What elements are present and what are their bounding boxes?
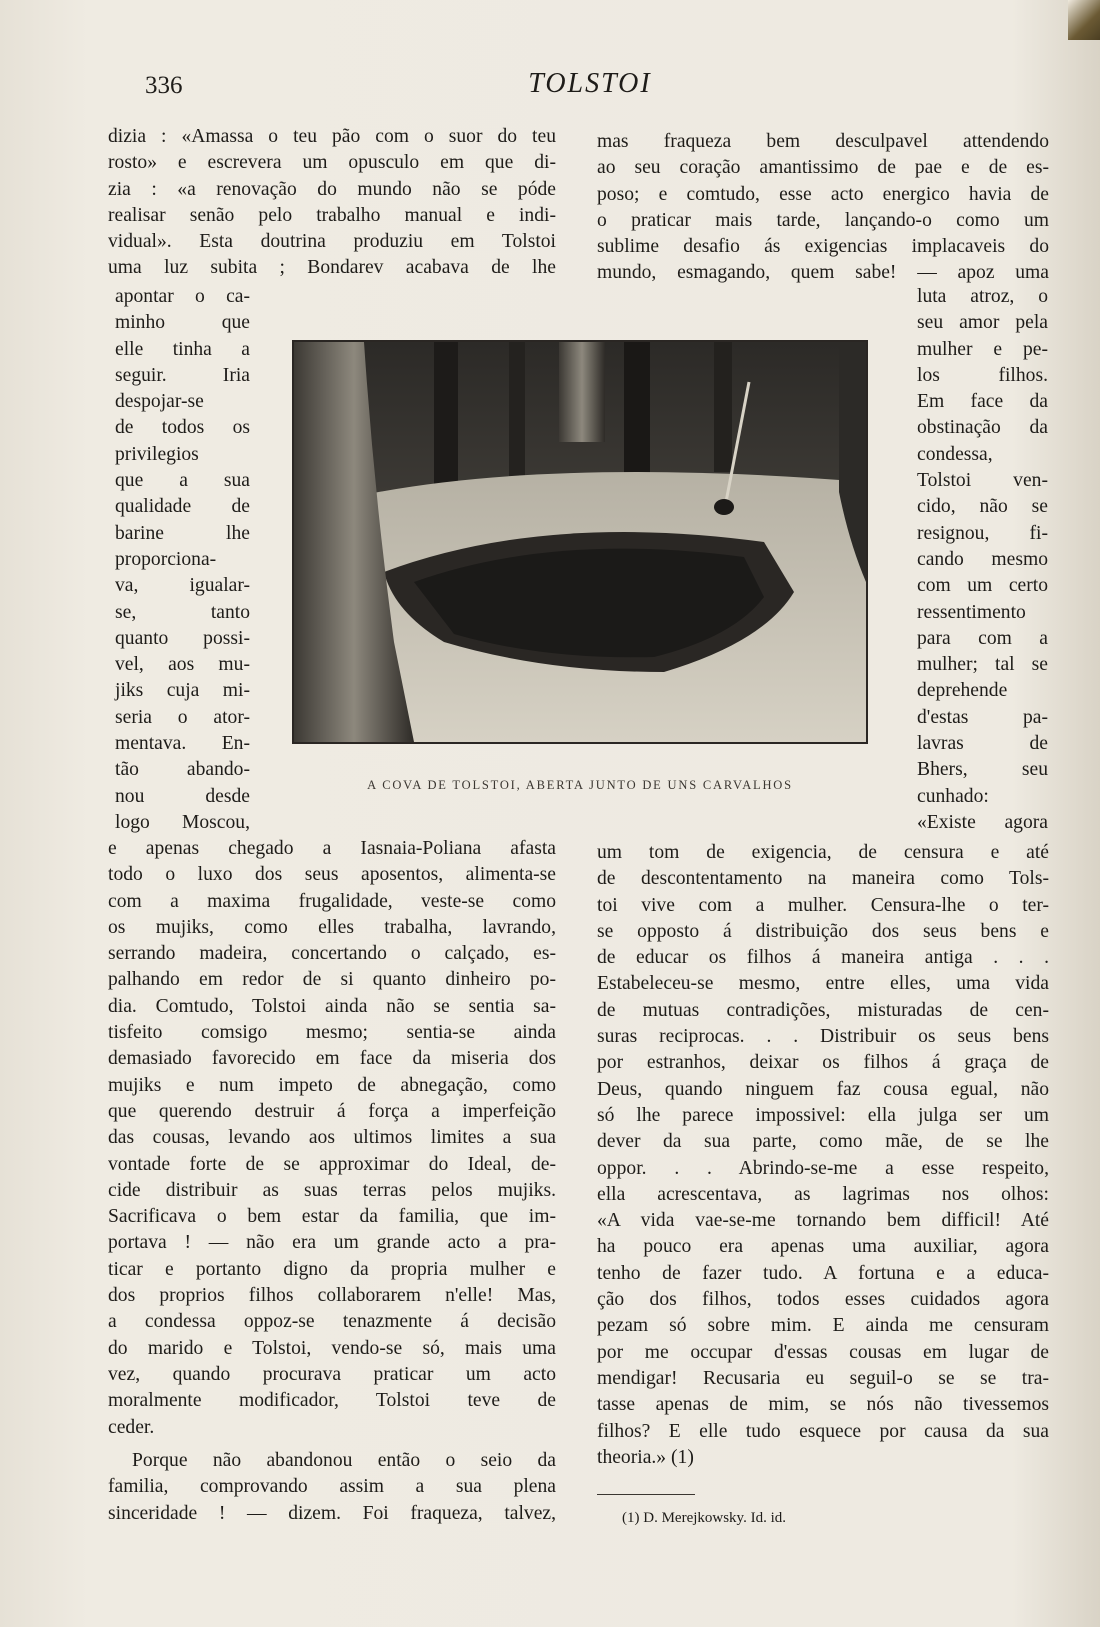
text-line: va, igualar- <box>115 575 250 597</box>
text-line: ceder. <box>108 1416 155 1438</box>
text-line: portava ! — não era um grande acto a pra- <box>108 1232 556 1254</box>
text-line: realisar senão pelo trabalho manual e indi- <box>108 204 556 226</box>
text-line: sublime desafio ás exigencias implacaveis do <box>597 236 1049 258</box>
text-line: todo o luxo dos seus aposentos, alimenta-se <box>108 864 556 886</box>
text-line: Estabeleceu-se mesmo, entre elles, uma vida <box>597 973 1049 995</box>
right-column-bottom <box>597 840 1049 1471</box>
text-line: apontar o ca- <box>115 286 250 307</box>
text-line: mas fraqueza bem desculpavel attendendo <box>597 131 1049 152</box>
text-line: proporciona- <box>115 548 217 570</box>
text-line: dizia : «Amassa o teu pão com o suor do teu <box>108 126 556 147</box>
text-line: vel, aos mu- <box>115 654 250 676</box>
text-line: seria o ator- <box>115 706 250 728</box>
text-line: despojar-se <box>115 391 204 413</box>
text-line: a condessa oppoz-se tenazmente á decisão <box>108 1311 556 1333</box>
text-line: ella acrescentava, as lagrimas nos olhos: <box>597 1183 1049 1205</box>
text-line: luta atroz, o <box>917 286 1048 307</box>
text-line: Sacrificava o bem estar da familia, que im- <box>108 1206 556 1228</box>
text-line: lavras de <box>917 733 1048 755</box>
text-line: vez, quando procurava praticar um acto <box>108 1363 556 1385</box>
right-column-narrow <box>917 284 1048 836</box>
right-column-top <box>597 129 1049 287</box>
text-line: privilegios <box>115 443 199 465</box>
text-line: tão abando- <box>115 759 250 781</box>
text-line: que a sua <box>115 470 250 492</box>
text-line: ressentimento <box>917 601 1026 623</box>
text-line: e apenas chegado a Iasnaia-Poliana afasta <box>108 838 556 859</box>
text-line: se, tanto <box>115 601 250 623</box>
text-line: quanto possi- <box>115 627 250 649</box>
text-line: logo Moscou, <box>115 811 250 833</box>
text-line: de mutuas contradições, misturadas de cen- <box>597 999 1049 1021</box>
text-line: cide distribuir as suas terras pelos mujiks. <box>108 1179 556 1201</box>
text-line: o praticar mais tarde, lançando-o como um <box>597 209 1049 231</box>
text-line: Tolstoi ven- <box>917 470 1048 492</box>
text-line: mujiks e num impeto de abnegação, como <box>108 1074 556 1096</box>
text-line: filhos? E elle tudo esquece por causa da sua <box>597 1420 1049 1442</box>
text-line: demasiado favorecido em face da miseria dos <box>108 1048 556 1070</box>
text-line: só lhe parece impossivel: ella julga ser um <box>597 1104 1049 1126</box>
left-column-narrow <box>115 284 250 836</box>
text-line: com a maxima frugalidade, veste-se como <box>108 890 556 912</box>
text-line: palhando em redor de si quanto dinheiro po- <box>108 969 556 991</box>
text-line: minho que <box>115 312 250 334</box>
text-line: rosto» e escrevera um opusculo em que di- <box>108 152 556 174</box>
text-line: com um certo <box>917 575 1048 597</box>
photograph-grave <box>292 340 868 744</box>
text-line: jiks cuja mi- <box>115 680 250 702</box>
text-line: zia : «a renovação do mundo não se póde <box>108 178 556 200</box>
text-line: familia, comprovando assim a sua plena <box>108 1476 556 1498</box>
text-line: um tom de exigencia, de censura e até <box>597 842 1049 863</box>
left-column-bottom <box>108 836 556 1441</box>
text-line: seu amor pela <box>917 312 1048 334</box>
text-line: tenho de fazer tudo. A fortuna e a educa- <box>597 1262 1049 1284</box>
text-line: seguir. Iria <box>115 364 250 386</box>
text-line: toi vive com a mulher. Censura-lhe o ter- <box>597 894 1049 916</box>
text-line: mulher e pe- <box>917 338 1048 360</box>
grave-photo-illustration <box>294 342 866 742</box>
text-line: cido, não se <box>917 496 1048 518</box>
text-line: vontade forte de se approximar do Ideal, de- <box>108 1153 556 1175</box>
text-line: de todos os <box>115 417 250 439</box>
text-line: «A vida vae-se-me tornando bem difficil! Até <box>597 1210 1049 1232</box>
text-line: dia. Comtudo, Tolstoi ainda não se sentia sa- <box>108 995 556 1017</box>
text-line: serrando madeira, concertando o calçado, es- <box>108 943 556 965</box>
text-line: sinceridade ! — dizem. Foi fraqueza, talvez, <box>108 1502 556 1524</box>
text-line: ao seu coração amantissimo de pae e de es- <box>597 157 1049 179</box>
text-line: mulher; tal se <box>917 654 1048 676</box>
text-line: mentava. En- <box>115 733 250 755</box>
text-line: ção dos filhos, todos esses cuidados agora <box>597 1289 1049 1311</box>
page-number: 336 <box>145 72 183 99</box>
text-line: vidual». Esta doutrina produziu em Tolstoi <box>108 231 556 253</box>
text-line: tisfeito comsigo mesmo; sentia-se ainda <box>108 1022 556 1044</box>
text-line: suras reciprocas. . . Distribuir os seus bens <box>597 1026 1049 1048</box>
text-line: dos proprios filhos collaborarem n'elle! Mas, <box>108 1285 556 1307</box>
text-line: uma luz subita ; Bondarev acabava de lhe <box>108 257 556 279</box>
text-line: tasse apenas de mim, se nós não tivessemos <box>597 1394 1049 1416</box>
footnote: (1) D. Merejkowsky. Id. id. <box>622 1510 786 1526</box>
text-line: ticar e portanto digno da propria mulher e <box>108 1258 556 1280</box>
text-line: condessa, <box>917 443 993 465</box>
text-line: das cousas, levando aos ultimos limites a sua <box>108 1127 556 1149</box>
text-line: obstinação da <box>917 417 1048 439</box>
text-line: para com a <box>917 627 1048 649</box>
text-line: Porque não abandonou então o seio da <box>132 1450 556 1471</box>
text-line: elle tinha a <box>115 338 250 360</box>
page-corner <box>1068 0 1100 40</box>
text-line: dever da sua parte, como mãe, de se lhe <box>597 1131 1049 1153</box>
text-line: por estranhos, deixar os filhos á graça de <box>597 1052 1049 1074</box>
text-line: moralmente modificador, Tolstoi teve de <box>108 1390 556 1412</box>
text-line: ha pouco era apenas uma auxiliar, agora <box>597 1236 1049 1258</box>
text-line: de descontentamento na maneira como Tols- <box>597 868 1049 890</box>
left-column-top <box>108 124 556 282</box>
text-line: de educar os filhos á maneira antiga . . . <box>597 947 1049 969</box>
text-line: d'estas pa- <box>917 706 1048 728</box>
text-line: deprehende <box>917 680 1008 702</box>
text-line: oppor. . . Abrindo-se-me a esse respeito, <box>597 1157 1049 1179</box>
text-line: nou desde <box>115 785 250 807</box>
text-line: Em face da <box>917 391 1048 413</box>
text-line: qualidade de <box>115 496 250 518</box>
text-line: resignou, fi- <box>917 522 1048 544</box>
text-line: Deus, quando ninguem faz cousa egual, não <box>597 1078 1049 1100</box>
text-line: se opposto á distribuição dos seus bens e <box>597 920 1049 942</box>
text-line: theoria.» (1) <box>597 1446 694 1468</box>
text-line: Bhers, seu <box>917 759 1048 781</box>
text-line: cunhado: <box>917 785 989 807</box>
text-line: los filhos. <box>917 364 1048 386</box>
running-title: TOLSTOI <box>528 68 652 99</box>
text-line: barine lhe <box>115 522 250 544</box>
footnote-rule <box>597 1494 695 1495</box>
text-line: do marido e Tolstoi, vendo-se só, mais uma <box>108 1337 556 1359</box>
text-line: pezam só sobre mim. E ainda me censuram <box>597 1315 1049 1337</box>
text-line: poso; e comtudo, esse acto energico havia de <box>597 183 1049 205</box>
figure-caption: A COVA DE TOLSTOI, ABERTA JUNTO DE UNS CARVALHOS <box>367 778 793 792</box>
text-line: «Existe agora <box>917 811 1048 833</box>
text-line: os mujiks, como elles trabalha, lavrando, <box>108 916 556 938</box>
text-line: mundo, esmagando, quem sabe! — apoz uma <box>597 262 1049 284</box>
text-line: mendigar! Recusaria eu seguil-o se se tra- <box>597 1367 1049 1389</box>
text-line: cando mesmo <box>917 548 1048 570</box>
text-line: que querendo destruir á força a imperfeição <box>108 1100 556 1122</box>
text-line: por me occupar d'essas cousas em lugar de <box>597 1341 1049 1363</box>
left-column-final <box>108 1448 556 1527</box>
